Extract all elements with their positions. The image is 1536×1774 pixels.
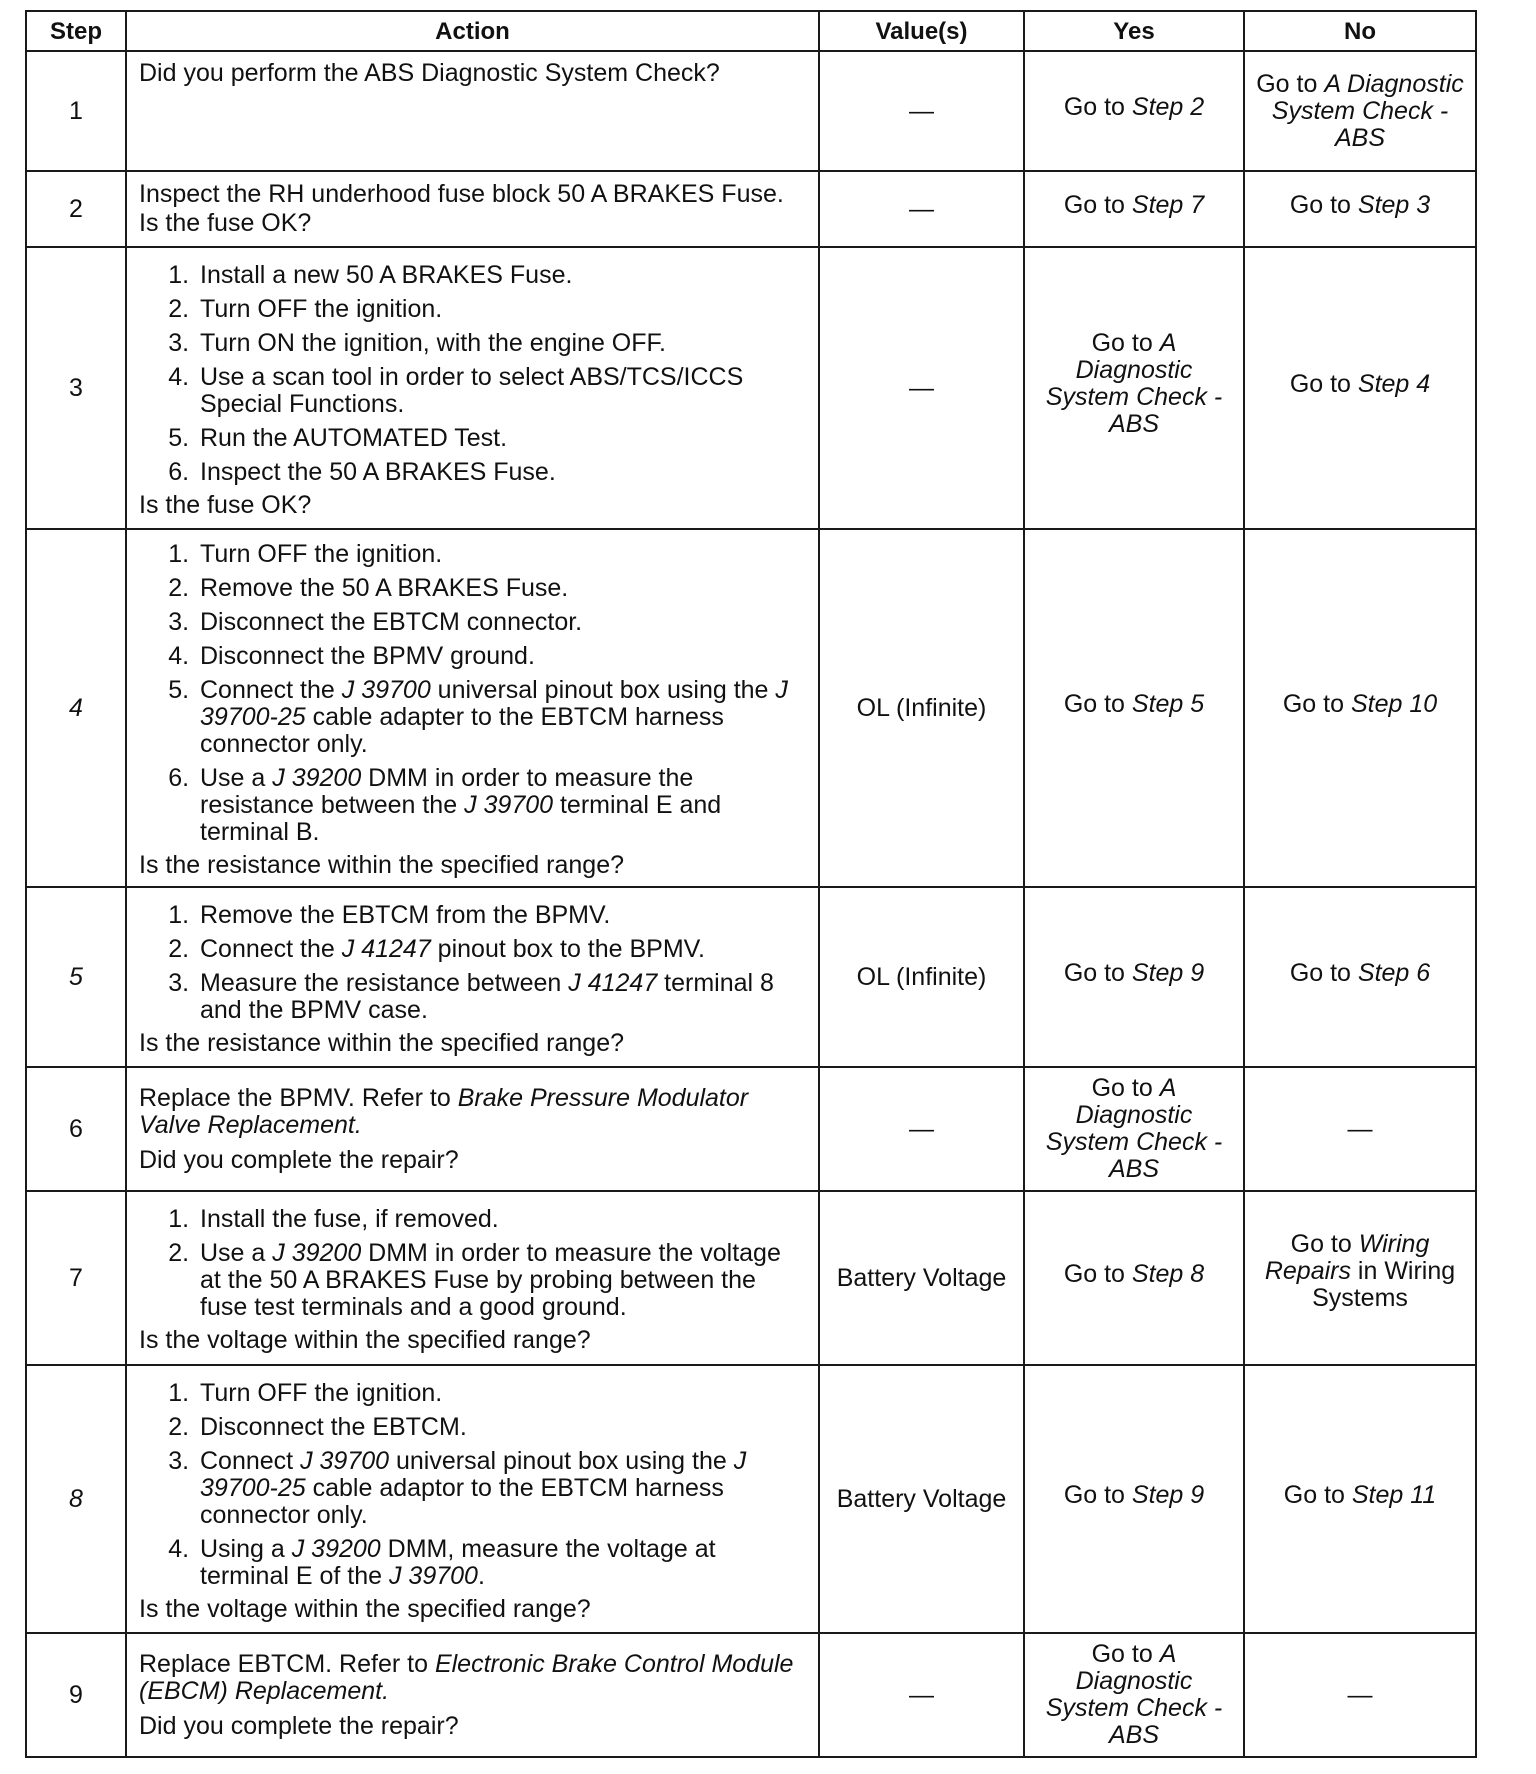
yes-cell	[1024, 529, 1244, 887]
step-number: 1	[26, 51, 126, 171]
no-prefix: Go to	[1289, 958, 1358, 987]
no-prefix: Go to	[1256, 69, 1325, 98]
yes-cell	[1024, 1191, 1244, 1365]
action-question: Is the voltage within the specified range?	[139, 1594, 591, 1623]
action-question: Did you perform the ABS Diagnostic System Check?	[139, 59, 720, 87]
no-cell	[1244, 1365, 1476, 1633]
header-row	[26, 11, 1476, 51]
list-item: 1. Turn OFF the ignition.	[196, 541, 808, 568]
yes-prefix: Go to	[1091, 1074, 1160, 1102]
table-row	[26, 1191, 1476, 1365]
yes-target: Step 9	[1131, 958, 1205, 987]
tool-ref: J 39200	[291, 1534, 381, 1563]
tool-ref: J 39700	[300, 1446, 390, 1475]
yes-cell	[1024, 1365, 1244, 1633]
tool-ref: J 41247	[341, 934, 431, 963]
yes-target: A Diagnostic System Check - ABS	[1045, 329, 1223, 438]
table-row	[26, 171, 1476, 247]
tool-ref: J 39200	[272, 764, 362, 792]
yes-prefix: Go to	[1063, 92, 1132, 121]
step-number: 7	[26, 1191, 126, 1365]
no-target: Wiring Repairs	[1264, 1229, 1430, 1285]
list-item	[196, 765, 808, 846]
value-cell: Battery Voltage	[819, 1365, 1024, 1633]
action-list	[139, 262, 808, 486]
list-item: 1. Install a new 50 A BRAKES Fuse.	[196, 262, 808, 289]
table-row	[26, 887, 1476, 1067]
step-number: 4	[26, 529, 126, 887]
yes-cell	[1024, 1633, 1244, 1757]
no-prefix: Go to	[1289, 190, 1358, 219]
text-run: cable adapter to the EBTCM harness connector only.	[200, 703, 724, 758]
text-run: Use a	[200, 764, 273, 792]
no-suffix: in Wiring Systems	[1312, 1256, 1456, 1312]
value-cell: Battery Voltage	[819, 1191, 1024, 1365]
action-cell	[126, 1365, 819, 1633]
yes-prefix: Go to	[1063, 190, 1132, 219]
list-item: 1. Remove the EBTCM from the BPMV.	[196, 902, 808, 929]
value-cell: —	[819, 1633, 1024, 1757]
tool-ref: J 39200	[272, 1239, 362, 1267]
table-row	[26, 247, 1476, 529]
action-cell	[126, 1191, 819, 1365]
tool-ref: J 39700-25	[200, 1446, 747, 1502]
yes-prefix: Go to	[1091, 1640, 1160, 1668]
list-item	[196, 1240, 808, 1321]
list-item: 4. Disconnect the BPMV ground.	[196, 643, 808, 670]
action-question: Is the fuse OK?	[139, 490, 312, 519]
value-cell: OL (Infinite)	[819, 529, 1024, 887]
value-cell: —	[819, 247, 1024, 529]
table-row	[26, 1365, 1476, 1633]
text-run: Connect the	[200, 934, 342, 963]
action-question: Is the voltage within the specified range?	[139, 1326, 591, 1354]
action-intro	[139, 1651, 808, 1705]
tool-ref: J 39700	[464, 791, 554, 819]
yes-cell	[1024, 171, 1244, 247]
text-run: .	[477, 1561, 485, 1590]
step-number: 6	[26, 1067, 126, 1191]
no-cell	[1244, 1191, 1476, 1365]
action-question: Is the fuse OK?	[139, 209, 312, 237]
action-cell	[126, 529, 819, 887]
doc-ref: Electronic Brake Control Module (EBCM) Replacement.	[139, 1649, 794, 1705]
yes-prefix: Go to	[1063, 689, 1132, 718]
no-cell	[1244, 529, 1476, 887]
yes-cell	[1024, 887, 1244, 1067]
yes-cell	[1024, 1067, 1244, 1191]
action-question: Did you complete the repair?	[139, 1145, 459, 1174]
tool-ref: J 41247	[568, 968, 658, 997]
list-item: 5. Run the AUTOMATED Test.	[196, 425, 808, 452]
yes-target: A Diagnostic System Check - ABS	[1045, 1640, 1223, 1749]
action-list	[139, 1206, 808, 1321]
text-run: Measure the resistance between	[200, 968, 569, 997]
action-cell	[126, 51, 819, 171]
no-cell	[1244, 171, 1476, 247]
step-number: 8	[26, 1365, 126, 1633]
yes-prefix: Go to	[1091, 329, 1160, 357]
action-cell	[126, 887, 819, 1067]
yes-prefix: Go to	[1063, 1259, 1132, 1288]
no-target: Step 4	[1357, 369, 1431, 398]
action-list	[139, 541, 808, 846]
no-target: Step 6	[1357, 958, 1431, 987]
no-prefix: Go to	[1282, 689, 1351, 718]
no-target: Step 10	[1350, 689, 1438, 718]
no-prefix: Go to	[1289, 369, 1358, 398]
list-item: 3. Disconnect the EBTCM connector.	[196, 609, 808, 636]
no-cell	[1244, 51, 1476, 171]
doc-ref: Brake Pressure Modulator Valve Replacement.	[139, 1083, 749, 1139]
step-number: 5	[26, 887, 126, 1067]
no-cell: —	[1244, 1633, 1476, 1757]
yes-prefix: Go to	[1063, 958, 1132, 987]
step-number: 2	[26, 171, 126, 247]
no-target: A Diagnostic System Check - ABS	[1271, 69, 1464, 152]
yes-target: Step 5	[1131, 689, 1205, 718]
header-action: Action	[126, 11, 819, 51]
text-run: Replace EBTCM. Refer to	[139, 1649, 435, 1678]
text-run: Replace the BPMV. Refer to	[139, 1083, 458, 1112]
text-run: terminal 8 and the BPMV case.	[200, 968, 774, 1024]
no-target: Step 3	[1357, 190, 1431, 219]
action-intro: Inspect the RH underhood fuse block 50 A BRAKES Fuse.	[139, 180, 784, 208]
yes-prefix: Go to	[1063, 1480, 1132, 1509]
text-run: universal pinout box using the	[430, 676, 776, 704]
text-run: Connect the	[200, 676, 342, 704]
action-intro	[139, 1085, 808, 1139]
no-cell	[1244, 887, 1476, 1067]
list-item	[196, 1448, 808, 1529]
text-run: DMM in order to measure the voltage at the 50 A BRAKES Fuse by probing between the fuse test terminals and a good ground.	[200, 1239, 781, 1321]
text-run: Use a	[200, 1239, 273, 1267]
header-no: No	[1244, 11, 1476, 51]
step-number: 3	[26, 247, 126, 529]
text-run: Using a	[200, 1534, 292, 1563]
text-run: cable adaptor to the EBTCM harness connector only.	[200, 1473, 724, 1529]
no-prefix: Go to	[1283, 1480, 1352, 1509]
table-row	[26, 1633, 1476, 1757]
list-item	[196, 970, 808, 1024]
table-row	[26, 51, 1476, 171]
text-run: Connect	[200, 1446, 301, 1475]
action-question: Is the resistance within the specified range?	[139, 1028, 624, 1057]
header-step: Step	[26, 11, 126, 51]
yes-target: Step 9	[1131, 1480, 1205, 1509]
text-run: DMM, measure the voltage at terminal E of the	[200, 1534, 716, 1590]
list-item	[196, 1536, 808, 1590]
no-prefix: Go to	[1290, 1229, 1359, 1258]
list-item: 3. Turn ON the ignition, with the engine OFF.	[196, 330, 808, 357]
table-row	[26, 1067, 1476, 1191]
yes-target: Step 2	[1131, 92, 1205, 121]
action-list	[139, 902, 808, 1024]
text-run: terminal E and terminal B.	[200, 791, 722, 846]
no-cell	[1244, 247, 1476, 529]
yes-cell	[1024, 247, 1244, 529]
tool-ref: J 39700	[388, 1561, 478, 1590]
value-cell: —	[819, 51, 1024, 171]
list-item	[196, 936, 808, 963]
action-cell	[126, 171, 819, 247]
action-question: Is the resistance within the specified range?	[139, 851, 624, 879]
text-run: universal pinout box using the	[389, 1446, 734, 1475]
list-item: 2. Disconnect the EBTCM.	[196, 1414, 808, 1441]
action-cell	[126, 247, 819, 529]
yes-target: A Diagnostic System Check - ABS	[1045, 1074, 1223, 1183]
action-list	[139, 1380, 808, 1590]
action-cell	[126, 1633, 819, 1757]
text-run: pinout box to the BPMV.	[430, 934, 705, 963]
list-item: 1. Install the fuse, if removed.	[196, 1206, 808, 1233]
text-run: DMM in order to measure the resistance between the	[200, 764, 694, 819]
list-item: 6. Inspect the 50 A BRAKES Fuse.	[196, 459, 808, 486]
yes-target: Step 7	[1131, 190, 1205, 219]
list-item: 2. Remove the 50 A BRAKES Fuse.	[196, 575, 808, 602]
tool-ref: J 39700-25	[200, 676, 788, 731]
value-cell: —	[819, 171, 1024, 247]
yes-cell	[1024, 51, 1244, 171]
list-item: 1. Turn OFF the ignition.	[196, 1380, 808, 1407]
no-target: Step 11	[1351, 1480, 1437, 1509]
step-number: 9	[26, 1633, 126, 1757]
yes-target: Step 8	[1131, 1259, 1205, 1288]
table-row	[26, 529, 1476, 887]
list-item: 2. Turn OFF the ignition.	[196, 296, 808, 323]
value-cell: OL (Infinite)	[819, 887, 1024, 1067]
header-yes: Yes	[1024, 11, 1244, 51]
action-cell	[126, 1067, 819, 1191]
list-item	[196, 677, 808, 758]
header-values: Value(s)	[819, 11, 1024, 51]
value-cell: —	[819, 1067, 1024, 1191]
diagnostic-table	[25, 10, 1477, 1758]
tool-ref: J 39700	[341, 676, 431, 704]
no-cell: —	[1244, 1067, 1476, 1191]
list-item: 4. Use a scan tool in order to select ABS/TCS/ICCS Special Functions.	[196, 364, 808, 418]
action-question: Did you complete the repair?	[139, 1711, 459, 1740]
